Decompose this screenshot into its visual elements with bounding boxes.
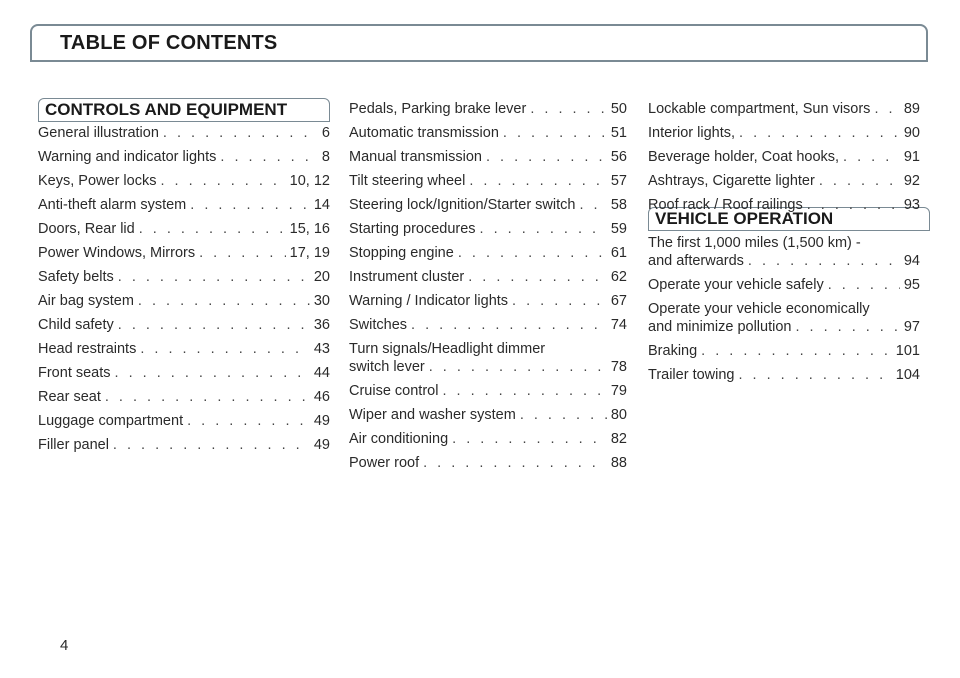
dot-leader <box>105 388 310 406</box>
toc-entry-page: 62 <box>610 269 627 285</box>
dot-leader <box>486 148 607 166</box>
toc-entry-page: 78 <box>610 359 627 375</box>
toc-entry-label: Wiper and washer system <box>349 407 516 423</box>
toc-entry[interactable] <box>38 220 330 238</box>
toc-entry-page: 94 <box>903 253 920 269</box>
toc-entry-label: Trailer towing <box>648 367 735 383</box>
dot-leader <box>807 196 900 214</box>
toc-entry[interactable] <box>38 316 330 334</box>
toc-entry[interactable] <box>349 100 627 118</box>
dot-leader <box>115 364 310 382</box>
dot-leader <box>748 252 900 270</box>
dot-leader <box>113 436 310 454</box>
toc-entry[interactable] <box>349 172 627 190</box>
dot-leader <box>843 148 900 166</box>
dot-leader <box>138 292 310 310</box>
toc-entry[interactable] <box>38 148 330 166</box>
dot-leader <box>739 124 900 142</box>
toc-entry-label: Roof rack / Roof railings <box>648 197 803 213</box>
toc-entry[interactable] <box>349 316 627 334</box>
toc-entry-page: 92 <box>903 173 920 189</box>
toc-entry-page: 90 <box>903 125 920 141</box>
toc-entry-page: 56 <box>610 149 627 165</box>
toc-column-1 <box>38 124 330 460</box>
toc-entry-label: Luggage compartment <box>38 413 184 429</box>
toc-entry[interactable] <box>349 220 627 238</box>
toc-entry-page: 49 <box>313 437 330 453</box>
toc-entry[interactable] <box>38 268 330 286</box>
toc-entry-label: Keys, Power locks <box>38 173 157 189</box>
dot-leader <box>520 406 607 424</box>
toc-entry-page: 74 <box>610 317 627 333</box>
page-title: TABLE OF CONTENTS <box>60 32 278 54</box>
toc-entry-label: Starting procedures <box>349 221 476 237</box>
toc-entry-page: 57 <box>610 173 627 189</box>
toc-entry-page: 93 <box>903 197 920 213</box>
dot-leader <box>468 268 607 286</box>
toc-entry-label: Braking <box>648 343 698 359</box>
toc-entry[interactable] <box>648 100 920 118</box>
toc-entry[interactable] <box>38 124 330 142</box>
toc-entry-label: Switches <box>349 317 408 333</box>
toc-entry-label: Interior lights, <box>648 125 736 141</box>
toc-entry-label: Manual transmission <box>349 149 482 165</box>
toc-entry-label: Child safety <box>38 317 114 333</box>
dot-leader <box>819 172 900 190</box>
toc-entry-page: 51 <box>610 125 627 141</box>
toc-entry[interactable] <box>349 406 627 424</box>
toc-entry[interactable] <box>349 430 627 448</box>
toc-entry-page: 8 <box>321 149 330 165</box>
toc-entry-page: 36 <box>313 317 330 333</box>
toc-entry-page: 80 <box>610 407 627 423</box>
toc-entry-page: 104 <box>895 367 920 383</box>
toc-entry-label: Front seats <box>38 365 111 381</box>
dot-leader <box>442 382 606 400</box>
toc-entry-page: 43 <box>313 341 330 357</box>
toc-entry-label: General illustration <box>38 125 159 141</box>
toc-entry-page: 89 <box>903 101 920 117</box>
dot-leader <box>411 316 607 334</box>
toc-entry-label: Cruise control <box>349 383 439 399</box>
title-banner <box>30 24 928 62</box>
toc-entry-label: Doors, Rear lid <box>38 221 135 237</box>
toc-entry-label: and afterwards <box>648 253 744 269</box>
toc-entry-page: 6 <box>321 125 330 141</box>
toc-entry-page: 79 <box>610 383 627 399</box>
dot-leader <box>199 244 286 262</box>
dot-leader <box>160 172 285 190</box>
dot-leader <box>874 100 899 118</box>
dot-leader <box>579 196 606 214</box>
toc-entry-label: and minimize pollution <box>648 319 792 335</box>
toc-entry[interactable] <box>38 412 330 430</box>
toc-entry[interactable] <box>38 172 330 190</box>
dot-leader <box>139 220 286 238</box>
dot-leader <box>220 148 318 166</box>
toc-entry-label-line1: Turn signals/Headlight dimmer <box>349 341 546 357</box>
toc-entry[interactable] <box>38 436 330 454</box>
dot-leader <box>828 276 900 294</box>
toc-entry[interactable] <box>648 300 920 336</box>
toc-entry[interactable] <box>38 340 330 358</box>
toc-entry-label: Warning and indicator lights <box>38 149 217 165</box>
toc-entry-page: 20 <box>313 269 330 285</box>
toc-entry-label: Pedals, Parking brake lever <box>349 101 527 117</box>
toc-entry-page: 46 <box>313 389 330 405</box>
toc-entry[interactable] <box>349 292 627 310</box>
dot-leader <box>423 454 607 472</box>
toc-entry[interactable] <box>648 366 920 384</box>
toc-entry[interactable] <box>349 124 627 142</box>
toc-entry-label: Beverage holder, Coat hooks, <box>648 149 840 165</box>
toc-entry[interactable] <box>38 364 330 382</box>
toc-entry[interactable] <box>38 388 330 406</box>
toc-entry-label: Filler panel <box>38 437 109 453</box>
dot-leader <box>469 172 607 190</box>
toc-entry-label: Steering lock/Ignition/Starter switch <box>349 197 576 213</box>
toc-entry[interactable] <box>349 268 627 286</box>
toc-entry-page: 49 <box>313 413 330 429</box>
section-heading-operation: VEHICLE OPERATION <box>655 209 834 228</box>
section-heading-controls: CONTROLS AND EQUIPMENT <box>45 100 288 119</box>
dot-leader <box>187 412 310 430</box>
toc-entry-page: 30 <box>313 293 330 309</box>
toc-entry-page: 58 <box>610 197 627 213</box>
toc-entry-label: Safety belts <box>38 269 114 285</box>
dot-leader <box>429 358 607 376</box>
toc-entry-label: Rear seat <box>38 389 101 405</box>
toc-column-2 <box>349 100 627 478</box>
toc-column-3-bottom <box>648 234 920 390</box>
toc-entry-page: 97 <box>903 319 920 335</box>
dot-leader <box>452 430 607 448</box>
toc-entry[interactable] <box>38 292 330 310</box>
toc-entry-label: Automatic transmission <box>349 125 499 141</box>
toc-entry[interactable] <box>349 244 627 262</box>
toc-entry-label: Lockable compartment, Sun visors <box>648 101 871 117</box>
toc-entry-page: 67 <box>610 293 627 309</box>
toc-entry-page: 88 <box>610 455 627 471</box>
dot-leader <box>118 316 310 334</box>
toc-entry[interactable] <box>648 196 920 214</box>
toc-entry-label: Ashtrays, Cigarette lighter <box>648 173 815 189</box>
dot-leader <box>190 196 310 214</box>
toc-entry-page: 59 <box>610 221 627 237</box>
dot-leader <box>163 124 318 142</box>
toc-entry[interactable] <box>648 276 920 294</box>
toc-entry[interactable] <box>349 454 627 472</box>
toc-entry[interactable] <box>648 124 920 142</box>
toc-entry-page: 10, 12 <box>289 173 330 189</box>
dot-leader <box>458 244 607 262</box>
toc-column-3-top <box>648 100 920 220</box>
dot-leader <box>739 366 892 384</box>
dot-leader <box>118 268 310 286</box>
toc-entry-label: Air conditioning <box>349 431 449 447</box>
toc-entry-label: Anti-theft alarm system <box>38 197 187 213</box>
toc-entry[interactable] <box>648 234 920 270</box>
toc-entry-label: Power Windows, Mirrors <box>38 245 196 261</box>
toc-entry-page: 82 <box>610 431 627 447</box>
toc-entry-page: 95 <box>903 277 920 293</box>
toc-entry-page: 44 <box>313 365 330 381</box>
page-number: 4 <box>60 637 69 654</box>
toc-entry-label-line1: Operate your vehicle economically <box>648 301 870 317</box>
toc-entry-label: Warning / Indicator lights <box>349 293 509 309</box>
toc-entry[interactable] <box>648 342 920 360</box>
toc-entry[interactable] <box>648 172 920 190</box>
dot-leader <box>701 342 892 360</box>
toc-entry-label: switch lever <box>349 359 425 375</box>
dot-leader <box>503 124 607 142</box>
toc-entry[interactable] <box>349 382 627 400</box>
dot-leader <box>140 340 310 358</box>
toc-entry-label: Instrument cluster <box>349 269 465 285</box>
toc-entry-page: 50 <box>610 101 627 117</box>
toc-entry-label: Tilt steering wheel <box>349 173 466 189</box>
toc-entry[interactable] <box>349 148 627 166</box>
toc-entry-page: 17, 19 <box>289 245 330 261</box>
toc-entry-page: 15, 16 <box>289 221 330 237</box>
toc-entry[interactable] <box>648 148 920 166</box>
toc-entry-label-line1: The first 1,000 miles (1,500 km) - <box>648 235 861 251</box>
dot-leader <box>795 318 899 336</box>
dot-leader <box>530 100 607 118</box>
toc-entry-page: 91 <box>903 149 920 165</box>
toc-entry[interactable] <box>349 196 627 214</box>
toc-entry-label: Head restraints <box>38 341 137 357</box>
toc-entry[interactable] <box>349 340 627 376</box>
dot-leader <box>512 292 607 310</box>
section-header-controls <box>38 98 330 122</box>
toc-entry[interactable] <box>38 244 330 262</box>
toc-entry-page: 14 <box>313 197 330 213</box>
toc-entry[interactable] <box>38 196 330 214</box>
toc-entry-label: Air bag system <box>38 293 134 309</box>
toc-entry-page: 101 <box>895 343 920 359</box>
toc-entry-label: Stopping engine <box>349 245 454 261</box>
toc-entry-label: Power roof <box>349 455 420 471</box>
toc-entry-page: 61 <box>610 245 627 261</box>
toc-entry-label: Operate your vehicle safely <box>648 277 824 293</box>
dot-leader <box>480 220 607 238</box>
